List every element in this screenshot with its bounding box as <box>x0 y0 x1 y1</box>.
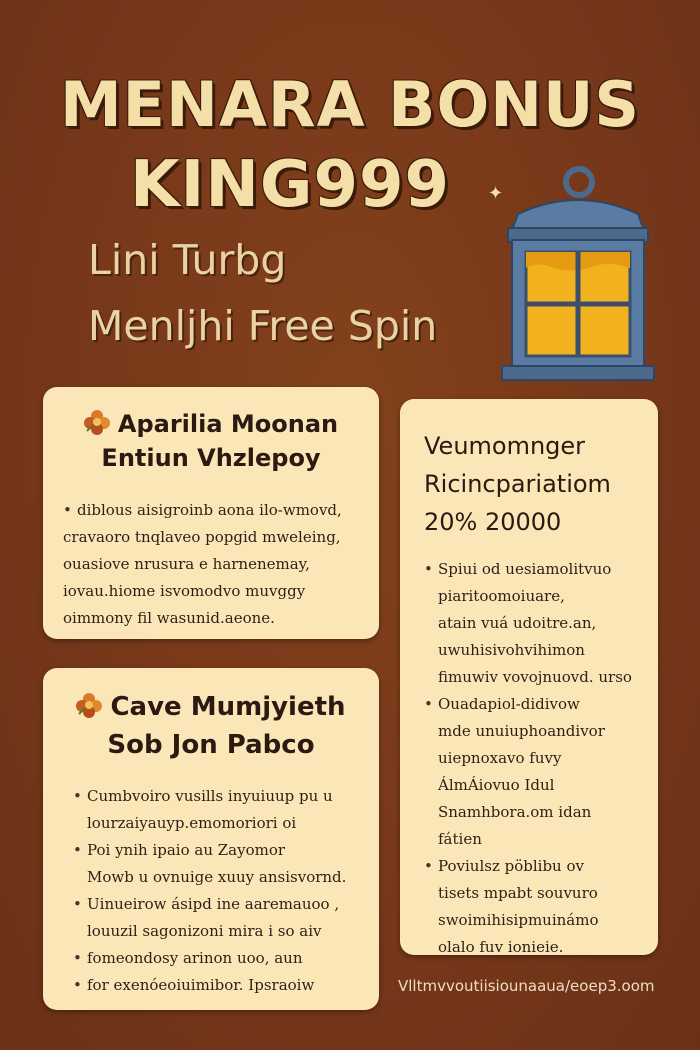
list-item: tisets mpabt souvuro <box>438 884 598 902</box>
list-item: ÁlmÁiovuo Idul <box>438 776 555 794</box>
card-1-heading <box>43 407 379 475</box>
card-3-body <box>424 556 646 961</box>
card-2-heading-line-2: Sob Jon Pabco <box>107 730 315 760</box>
list-item: • Ouadapiol-didivow <box>424 691 646 718</box>
card-2-body <box>73 783 373 999</box>
subtitle-line-1: Lini Turbg <box>88 236 287 284</box>
title-line-1: MENARA BONUS <box>59 68 641 141</box>
lantern-icon <box>498 164 658 386</box>
bullet-icon: • <box>63 501 72 519</box>
list-item: Snamhbora.om idan <box>438 803 592 821</box>
flower-icon <box>76 691 102 717</box>
list-item: cravaoro tnqlaveo popgid mweleing, <box>63 528 341 546</box>
list-item: fimuwiv vovojnuovd. urso <box>438 668 632 686</box>
card-3-heading-line-1: Veumomnger <box>424 432 586 460</box>
list-item: mde unuiuphoandivor <box>438 722 605 740</box>
list-item: oimmony fil wasunid.aeone. <box>63 609 275 627</box>
list-item: fátien <box>438 830 482 848</box>
subtitle-line-2: Menljhi Free Spin <box>88 302 438 350</box>
card-1-heading-line-2: Entiun Vhzlepoy <box>101 444 321 472</box>
card-1-heading-line-1: Aparilia Moonan <box>117 410 339 438</box>
list-item: uiepnoxavo fuvy <box>438 749 562 767</box>
list-item: • diblous aisigroinb aona ilo-wmovd, <box>63 497 368 524</box>
list-item: • Cumbvoiro vusills inyuiuup pu u <box>73 783 373 810</box>
list-item: ouasiove nrusura e harnenemay, <box>63 555 310 573</box>
card-3-heading-line-2: Ricincpariatiom <box>424 470 611 498</box>
card-2-heading-line-1: Cave Mumjyieth <box>110 692 346 722</box>
list-item: iovau.hiome isvomodvo muvggy <box>63 582 306 600</box>
info-card-1 <box>43 387 379 639</box>
list-item: • fomeondosy arinon uoo, aun <box>73 945 373 972</box>
list-item: olalo fuv ionieie. <box>438 938 564 956</box>
flower-icon <box>84 409 110 435</box>
title-line-2: KING999 <box>129 148 451 222</box>
footer-url[interactable]: Vlltmvvoutiisiounaaua/eoep3.oom <box>398 977 655 995</box>
list-item: uwuhisivohvihimon <box>438 641 585 659</box>
list-item: • Poi ynih ipaio au Zayomor <box>73 837 373 864</box>
info-card-2 <box>43 668 379 1010</box>
bullet-icon: • <box>424 695 433 713</box>
bullet-icon: • <box>424 560 433 578</box>
bullet-icon: • <box>73 976 82 994</box>
card-3-heading-line-3: 20% 20000 <box>424 508 562 536</box>
list-item: swoimihisipmuinámo <box>438 911 599 929</box>
list-item: lourzaiyauyp.emomoriori oi <box>87 814 297 832</box>
list-item: • for exenóeoiuimibor. Ipsraoiw <box>73 972 373 999</box>
list-item: piaritoomoiuare, <box>438 587 565 605</box>
bullet-icon: • <box>424 857 433 875</box>
list-item: • Uinueirow ásipd ine aaremauoo , <box>73 891 373 918</box>
sparkle-icon: ✦ <box>488 183 504 203</box>
bullet-icon: • <box>73 841 82 859</box>
card-1-body <box>63 497 368 632</box>
card-3-heading <box>424 427 650 541</box>
bullet-icon: • <box>73 895 82 913</box>
list-item: atain vuá udoitre.an, <box>438 614 597 632</box>
card-2-heading <box>43 688 379 764</box>
list-item: louuzil sagonizoni mira i so aiv <box>87 922 322 940</box>
info-card-3 <box>400 399 658 955</box>
list-item: Mowb u ovnuige xuuy ansisvornd. <box>87 868 347 886</box>
list-item: • Spiui od uesiamolitvuo <box>424 556 646 583</box>
bullet-icon: • <box>73 787 82 805</box>
list-item: • Poviulsz pöblibu ov <box>424 853 646 880</box>
bullet-icon: • <box>73 949 82 967</box>
